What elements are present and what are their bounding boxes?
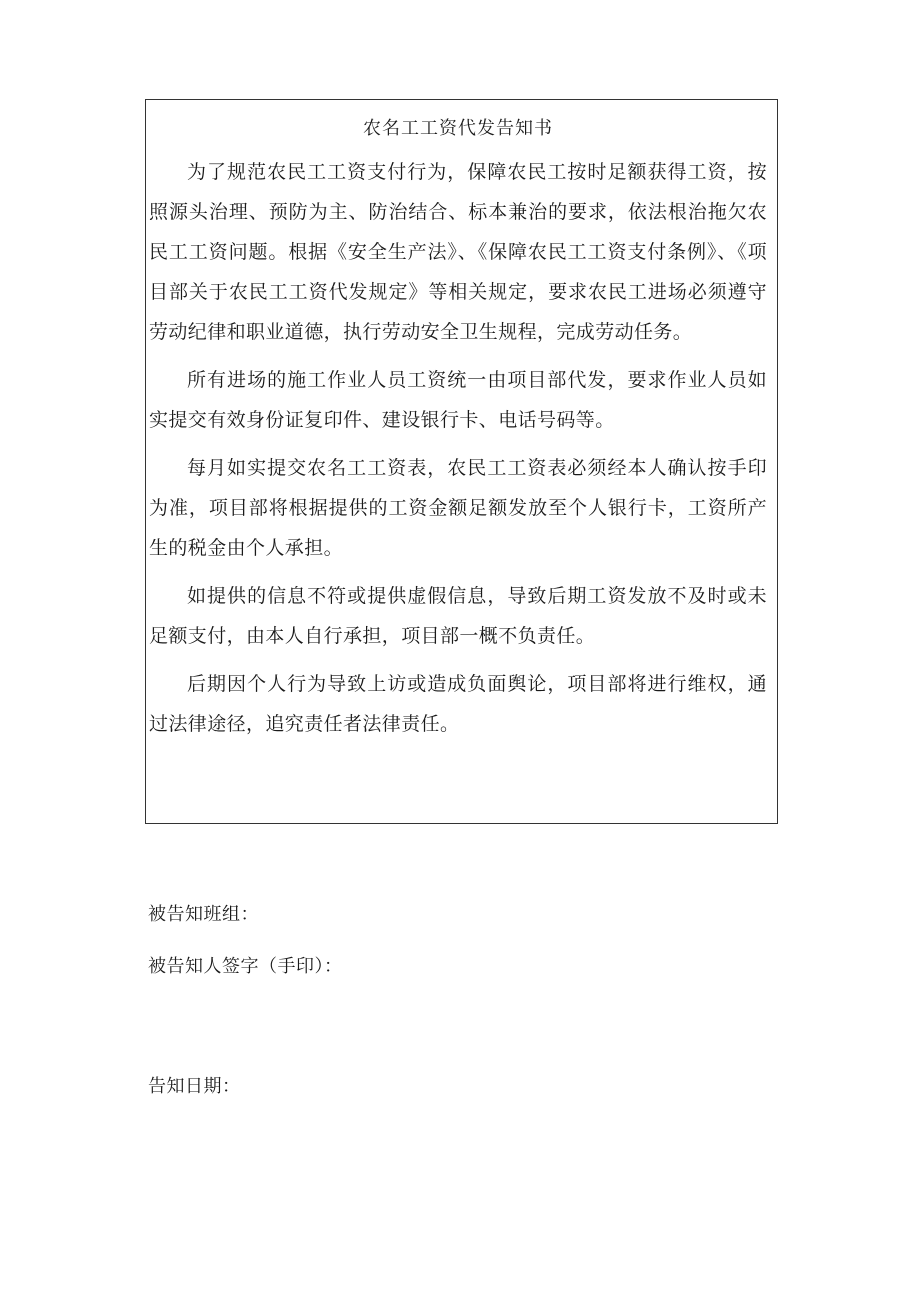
notice-paragraph-1: 为了规范农民工工资支付行为，保障农民工按时足额获得工资，按照源头治理、预防为主、防治结合、标本兼治的要求，依法根治拖欠农民工工资问题。根据《安全生产法》、《保障农民工工资支付条例》、《项目部关于农民工工资代发规定》等相关规定，要求农民工进场必须遵守劳动纪律和职业道德，执行劳动安全卫生规程，完成劳动任务。 xyxy=(149,161,767,343)
notice-paragraph-5: 后期因个人行为导致上访或造成负面舆论，项目部将进行维权，通过法律途径，追究责任者法律责任。 xyxy=(149,673,767,735)
notice-paragraph-4: 如提供的信息不符或提供虚假信息，导致后期工资发放不及时或未足额支付，由本人自行承担，项目部一概不负责任。 xyxy=(149,585,767,647)
notice-title: 农名工工资代发告知书 xyxy=(363,118,553,139)
notice-paragraph-3: 每月如实提交农名工工资表，农民工工资表必须经本人确认按手印为准，项目部将根据提供的工资金额足额发放至个人银行卡，工资所产生的税金由个人承担。 xyxy=(149,457,767,559)
notice-box xyxy=(145,99,778,824)
notice-date-label: 告知日期： xyxy=(148,1076,241,1097)
signature-label: 被告知人签字（手印）： xyxy=(148,956,343,977)
notified-team-label: 被告知班组： xyxy=(148,904,259,925)
notice-paragraph-2: 所有进场的施工作业人员工资统一由项目部代发，要求作业人员如实提交有效身份证复印件、建设银行卡、电话号码等。 xyxy=(149,369,767,431)
